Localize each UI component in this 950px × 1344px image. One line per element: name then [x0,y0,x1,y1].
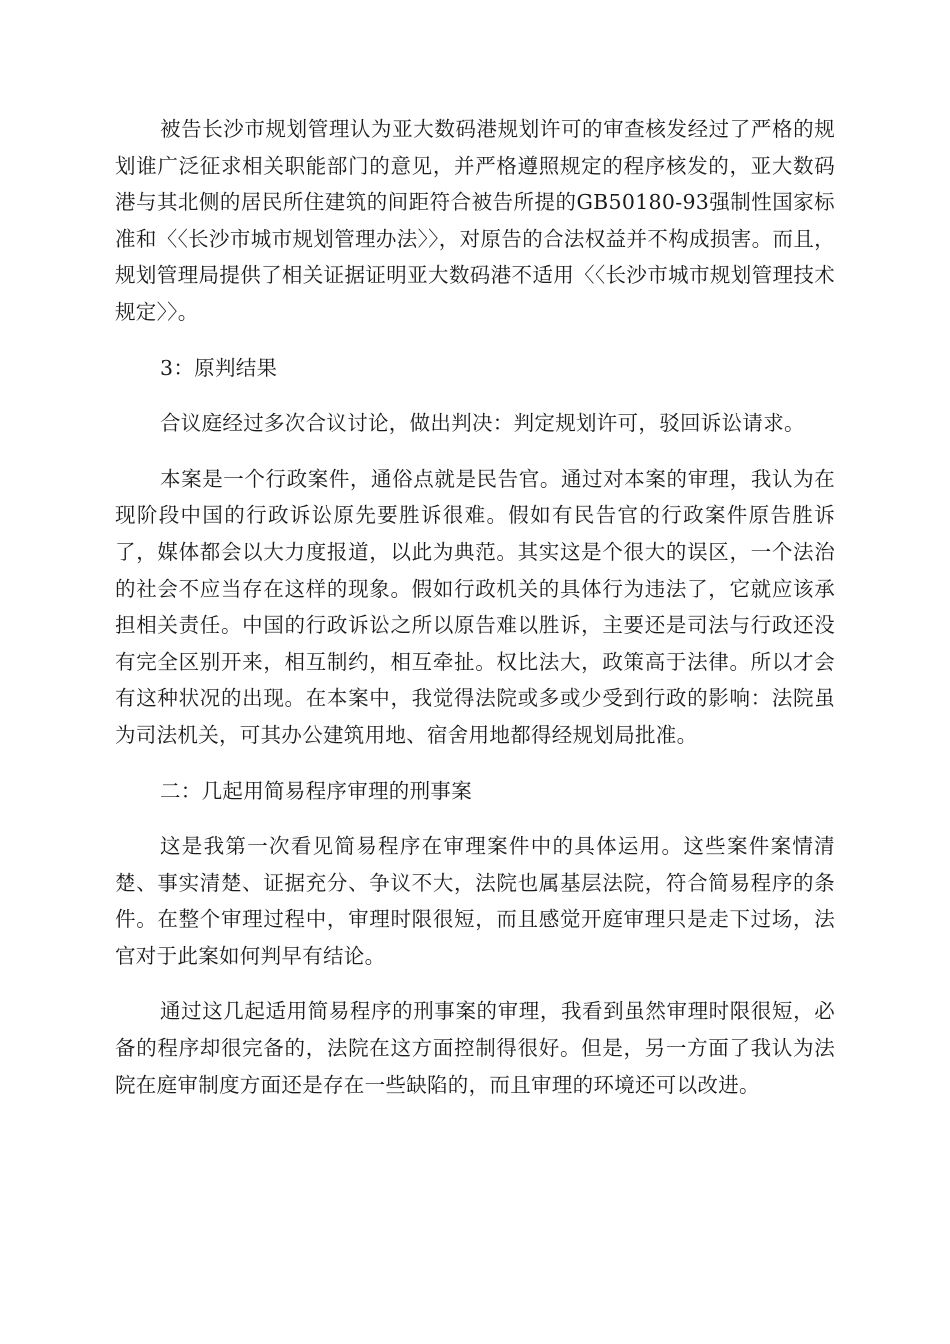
document-page [115,111,835,1122]
paragraph-analysis: 本案是一个行政案件，通俗点就是民告官。通过对本案的审理，我认为在现阶段中国的行政诉讼原先要胜诉很难。假如有民告官的行政案件原告胜诉了，媒体都会以大力度报道，以此为典范。其实这是个很大的误区，一个法治的社会不应当存在这样的现象。假如行政机关的具体行为违法了，它就应该承担相关责任。中国的行政诉讼之所以原告难以胜诉，主要还是司法与行政还没有完全区别开来，相互制约，相互牵扯。权比法大，政策高于法律。所以才会有这种状况的出现。在本案中，我觉得法院或多或少受到行政的影响：法院虽为司法机关，可其办公建筑用地、宿舍用地都得经规划局批准。 [115,466,835,747]
section-heading-original-judgment: 3：原判结果 [160,355,278,380]
paragraph-defendant-argument: 被告长沙市规划管理认为亚大数码港规划许可的审查核发经过了严格的规划谁广泛征求相关职能部门的意见，并严格遵照规定的程序核发的，亚大数码港与其北侧的居民所住建筑的间距符合被告所提的GB50180-93强制性国家标准和〈〈长沙市城市规划管理办法〉〉，对原告的合法权益并不构成损害。而且，规划管理局提供了相关证据证明亚大数码港不适用〈〈长沙市城市规划管理技术规定〉〉。 [115,117,835,324]
section-heading-criminal-cases: 二：几起用简易程序审理的刑事案 [160,778,472,803]
paragraph-simple-procedure: 这是我第一次看见简易程序在审理案件中的具体运用。这些案件案情清楚、事实清楚、证据充分、争议不大，法院也属基层法院，符合简易程序的条件。在整个审理过程中，审理时限很短，而且感觉开庭审理只是走下过场，法官对于此案如何判早有结论。 [115,834,835,968]
paragraph-judgment: 合议庭经过多次合议讨论，做出判决：判定规划许可，驳回诉讼请求。 [160,411,805,436]
paragraph-conclusion: 通过这几起适用简易程序的刑事案的审理，我看到虽然审理时限很短，必备的程序却很完备的，法院在这方面控制得很好。但是，另一方面了我认为法院在庭审制度方面还是存在一些缺陷的，而且审理的环境还可以改进。 [115,999,835,1097]
